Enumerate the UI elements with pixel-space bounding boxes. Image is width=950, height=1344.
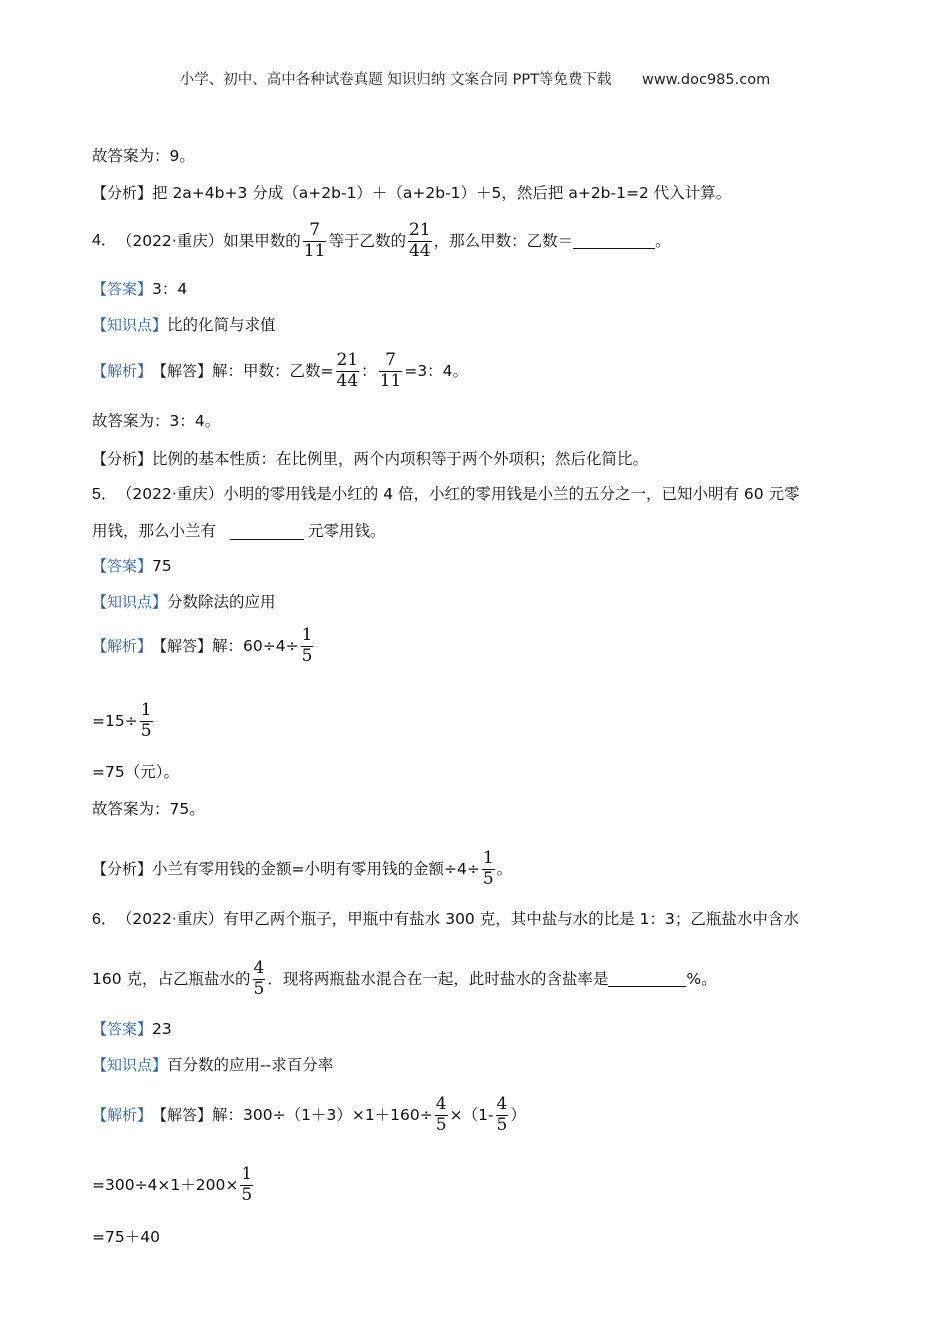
answer-blank[interactable] (230, 524, 304, 540)
q6-step2: =75＋40 (92, 1228, 160, 1246)
q5-step2: =75（元）。 (92, 763, 179, 781)
answer-label: 【答案】 (92, 1020, 153, 1039)
solution-text: 解：300÷（1＋3）×1＋160÷ (212, 1105, 433, 1124)
fraction (408, 222, 432, 261)
denominator: 5 (301, 645, 313, 666)
q5-stem-line2 (92, 524, 386, 540)
q6-answer (92, 1022, 172, 1038)
page-header (0, 68, 950, 89)
numerator: 4 (253, 958, 265, 978)
answer-value: 3：4 (152, 280, 188, 298)
denominator: 5 (140, 720, 152, 741)
q6-stem-line2 (92, 960, 717, 999)
denominator: 11 (379, 370, 402, 391)
denominator: 11 (303, 240, 326, 261)
q4-stem (92, 222, 671, 261)
denominator: 44 (336, 370, 359, 391)
numerator: 4 (496, 1094, 508, 1114)
fraction (336, 352, 360, 391)
solution-label: 【解析】 (92, 361, 153, 380)
q6-step1 (92, 1166, 255, 1205)
q5-answer (92, 559, 172, 575)
q5-final: 故答案为：75。 (92, 800, 205, 818)
numerator: 1 (301, 625, 313, 645)
stem-text: 如果甲数的 (223, 231, 301, 250)
q5-solution (92, 627, 315, 666)
q3-answer-line: 故答案为：9。 (92, 147, 195, 165)
numerator: 4 (435, 1094, 447, 1114)
analysis-label: 【分析】 (92, 859, 153, 878)
solution-text: 解：60÷4÷ (212, 636, 299, 655)
fraction (140, 702, 153, 741)
q5-analysis (92, 850, 512, 889)
kp-label: 【知识点】 (92, 316, 168, 335)
fraction (496, 1096, 509, 1135)
numerator: 21 (336, 350, 359, 370)
q4-analysis (92, 452, 648, 468)
q6-solution (92, 1096, 526, 1135)
numerator: 7 (385, 350, 396, 370)
stem-text: 。 (655, 231, 671, 250)
solution-sublabel: 【解答】 (152, 636, 213, 655)
solution-text: =15÷ (92, 711, 138, 730)
stem-text: 等于乙数的 (328, 231, 406, 250)
denominator: 5 (241, 1184, 253, 1205)
kp-label: 【知识点】 (92, 593, 168, 612)
solution-text: ： (361, 361, 377, 380)
numerator: 21 (408, 220, 431, 240)
fraction (379, 352, 403, 391)
denominator: 5 (435, 1114, 447, 1135)
stem-text: 160 克，占乙瓶盐水的 (92, 969, 251, 988)
fraction (482, 850, 495, 889)
answer-label: 【答案】 (92, 557, 153, 576)
header-text: 小学、初中、高中各种试卷真题 知识归纳 文案合同 PPT等免费下载 (179, 72, 612, 88)
solution-text: =300÷4×1＋200× (92, 1175, 239, 1194)
solution-text: ×（1- (449, 1105, 494, 1124)
fraction (240, 1166, 253, 1205)
solution-text: 解：甲数：乙数= (212, 361, 334, 380)
question-source: （2022·重庆） (116, 485, 224, 504)
stem-text: 元零用钱。 (308, 522, 386, 541)
denominator: 5 (496, 1114, 508, 1135)
analysis-text: 小兰有零用钱的金额=小明有零用钱的金额÷4÷ (152, 859, 480, 878)
question-source: （2022·重庆） (116, 231, 224, 250)
analysis-text: 把 2a+4b+3 分成（a+2b-1）＋（a+2b-1）＋5，然后把 a+2b-1=2 代入计算。 (152, 184, 732, 202)
kp-text: 分数除法的应用 (167, 593, 276, 611)
numerator: 7 (309, 220, 321, 240)
numerator: 1 (241, 1164, 253, 1184)
stem-text: 小明的零用钱是小红的 4 倍，小红的零用钱是小兰的五分之一，已知小明有 60 元零 (223, 485, 800, 504)
stem-text: %。 (686, 969, 717, 988)
kp-label: 【知识点】 (92, 1056, 168, 1075)
fraction (301, 627, 314, 666)
q3-analysis (92, 186, 731, 202)
analysis-label: 【分析】 (92, 450, 153, 469)
denominator: 5 (253, 978, 265, 999)
analysis-text: 。 (496, 859, 513, 878)
solution-sublabel: 【解答】 (152, 1105, 213, 1124)
question-number: 5． (92, 486, 117, 503)
solution-text: ） (510, 1105, 526, 1124)
stem-text: 用钱，那么小兰有 (92, 522, 217, 541)
fraction (303, 222, 327, 261)
kp-text: 比的化简与求值 (167, 316, 276, 334)
q4-solution (92, 352, 468, 391)
answer-blank[interactable] (608, 971, 686, 987)
q4-final: 故答案为：3：4。 (92, 412, 221, 430)
solution-label: 【解析】 (92, 636, 153, 655)
stem-text: ．现将两瓶盐水混合在一起，此时盐水的含盐率是 (267, 969, 609, 988)
stem-text: ，那么甲数：乙数＝ (433, 231, 574, 250)
fraction (435, 1096, 448, 1135)
header-site: www.doc985.com (642, 72, 771, 88)
fraction (253, 960, 266, 999)
analysis-text: 比例的基本性质：在比例里，两个内项积等于两个外项积；然后化简比。 (152, 450, 649, 468)
answer-label: 【答案】 (92, 280, 153, 299)
kp-text: 百分数的应用--求百分率 (167, 1056, 334, 1074)
question-number: 6． (92, 911, 117, 928)
answer-blank[interactable] (573, 233, 655, 249)
question-number: 4． (92, 232, 117, 250)
answer-value: 23 (152, 1020, 172, 1038)
analysis-label: 【分析】 (92, 184, 153, 203)
denominator: 5 (482, 868, 494, 889)
q5-stem-line1 (92, 487, 800, 503)
answer-value: 75 (152, 557, 172, 575)
numerator: 1 (140, 700, 152, 720)
solution-sublabel: 【解答】 (152, 361, 213, 380)
denominator: 44 (408, 240, 431, 261)
q5-knowledge-point (92, 595, 276, 611)
q6-knowledge-point (92, 1058, 333, 1074)
stem-text: 有甲乙两个瓶子，甲瓶中有盐水 300 克，其中盐与水的比是 1：3；乙瓶盐水中含水 (223, 910, 799, 929)
q6-stem-line1 (92, 912, 799, 928)
q5-step1 (92, 702, 155, 741)
q4-knowledge-point (92, 318, 276, 334)
solution-text: =3：4。 (404, 361, 469, 380)
numerator: 1 (482, 848, 494, 868)
q4-answer (92, 282, 187, 298)
question-source: （2022·重庆） (116, 910, 224, 929)
solution-label: 【解析】 (92, 1105, 153, 1124)
